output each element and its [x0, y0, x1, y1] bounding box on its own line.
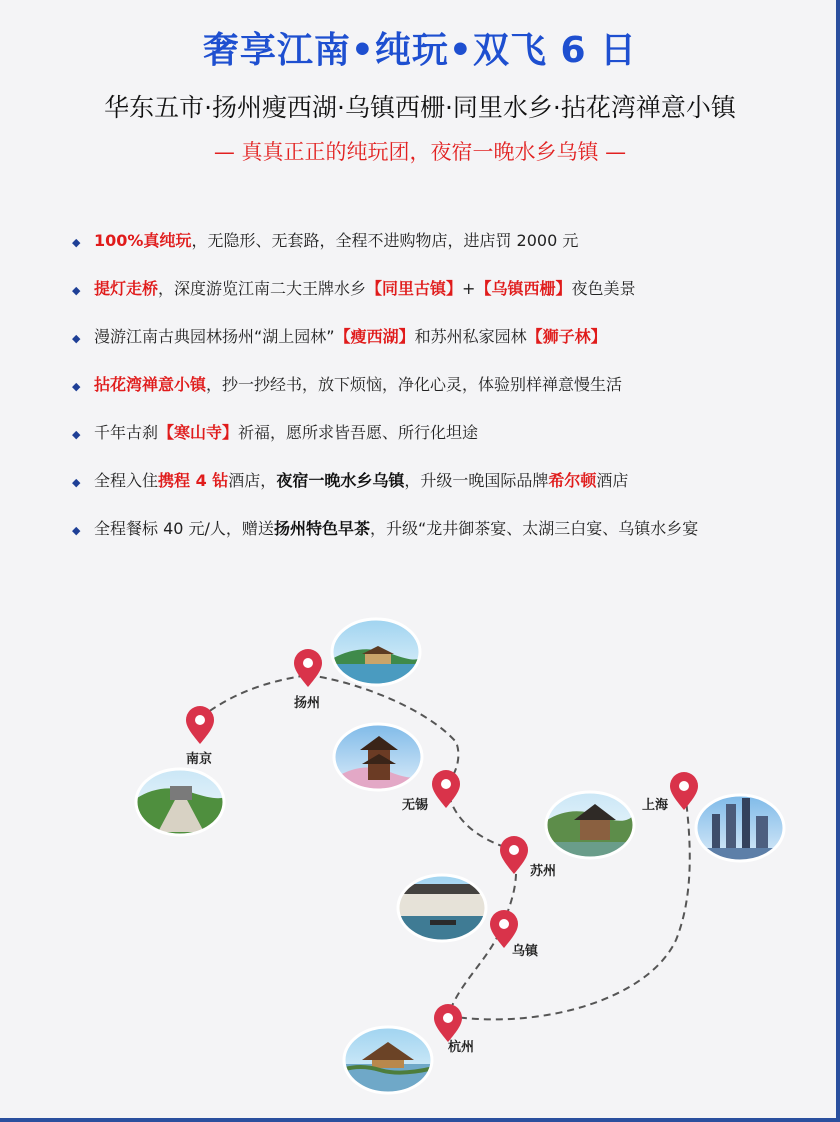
feature-item: [72, 276, 832, 324]
highlight-text: 拈花湾禅意小镇: [94, 375, 207, 394]
city-label-wuxi: 无锡: [402, 798, 429, 813]
feature-text: 祈福，愿所求皆吾愿、所行化坦途: [238, 423, 479, 442]
photo-slender-west-lake: [330, 618, 422, 688]
pin-icon-yangzhou: [294, 649, 322, 687]
highlight-text: 【同里古镇】: [366, 279, 463, 298]
feature-text: 全程餐标 40 元/人，赠送: [94, 519, 274, 538]
pin-icon-suzhou: [500, 836, 528, 874]
feature-text: +: [462, 279, 476, 298]
photo-wuzhen-canal: [396, 874, 488, 944]
pin-icon-wuxi: [432, 770, 460, 808]
photo-shanghai-skyline: [694, 794, 786, 864]
feature-item: [72, 420, 832, 468]
feature-text: ，升级一晚国际品牌: [404, 471, 549, 490]
city-label-yangzhou: 扬州: [294, 696, 321, 711]
feature-item: [72, 468, 832, 516]
route-map-graphic: [0, 560, 840, 1122]
feature-text: 夜色美景: [571, 279, 636, 298]
diamond-bullet-icon: ◆: [72, 524, 81, 537]
photo-lingshan-pagoda: [332, 722, 424, 792]
city-label-wuzhen: 乌镇: [512, 944, 539, 959]
pin-icon-shanghai: [670, 772, 698, 810]
feature-text: 酒店，: [228, 471, 277, 490]
photo-west-lake: [342, 1026, 434, 1096]
city-label-hangzhou: 杭州: [448, 1040, 475, 1055]
feature-item: [72, 516, 832, 564]
feature-item: [72, 372, 832, 420]
feature-text: ，深度游览江南二大王牌水乡: [158, 279, 367, 298]
highlight-text: 提灯走桥: [94, 279, 159, 298]
city-label-suzhou: 苏州: [530, 864, 557, 879]
diamond-bullet-icon: ◆: [72, 332, 81, 345]
feature-list: [72, 228, 832, 564]
diamond-bullet-icon: ◆: [72, 476, 81, 489]
city-label-shanghai: 上海: [642, 798, 669, 813]
diamond-bullet-icon: ◆: [72, 380, 81, 393]
highlight-text: 携程 4 钻: [158, 471, 229, 490]
feature-text: ，无隐形、无套路，全程不进购物店，进店罚 2000 元: [191, 231, 579, 250]
photo-suzhou-garden: [544, 790, 636, 860]
highlight-text: 希尔顿: [548, 471, 597, 490]
photo-nanjing-mausoleum: [134, 768, 226, 838]
feature-text: 酒店: [596, 471, 629, 490]
highlight-text: 【瘦西湖】: [334, 327, 415, 346]
feature-text: 千年古刹: [94, 423, 159, 442]
diamond-bullet-icon: ◆: [72, 284, 81, 297]
city-label-nanjing: 南京: [186, 752, 213, 767]
feature-text: 漫游江南古典园林扬州“湖上园林”: [94, 327, 335, 346]
diamond-bullet-icon: ◆: [72, 236, 81, 249]
bold-text: 扬州特色早茶: [273, 519, 370, 538]
page-subtitle: 华东五市·扬州瘦西湖·乌镇西栅·同里水乡·拈花湾禅意小镇: [104, 93, 736, 122]
highlight-text: 【寒山寺】: [158, 423, 239, 442]
diamond-bullet-icon: ◆: [72, 428, 81, 441]
route-map: [0, 560, 840, 1122]
highlight-text: 【狮子林】: [526, 327, 607, 346]
highlight-text: 100%真纯玩: [94, 231, 192, 250]
pin-icon-nanjing: [186, 706, 214, 744]
highlight-text: 【乌镇西栅】: [475, 279, 572, 298]
tagline: — 真真正正的纯玩团，夜宿一晚水乡乌镇 —: [213, 140, 627, 164]
feature-item: [72, 324, 832, 372]
feature-text: 和苏州私家园林: [414, 327, 527, 346]
feature-text: ，升级“龙井御茶宴、太湖三白宴、乌镇水乡宴: [369, 519, 699, 538]
feature-item: [72, 228, 832, 276]
bold-text: 夜宿一晚水乡乌镇: [276, 471, 405, 490]
page-title: 奢享江南•纯玩•双飞 6 日: [202, 30, 638, 71]
feature-text: ，抄一抄经书，放下烦恼，净化心灵，体验别样禅意慢生活: [206, 375, 623, 394]
feature-text: 全程入住: [94, 471, 159, 490]
